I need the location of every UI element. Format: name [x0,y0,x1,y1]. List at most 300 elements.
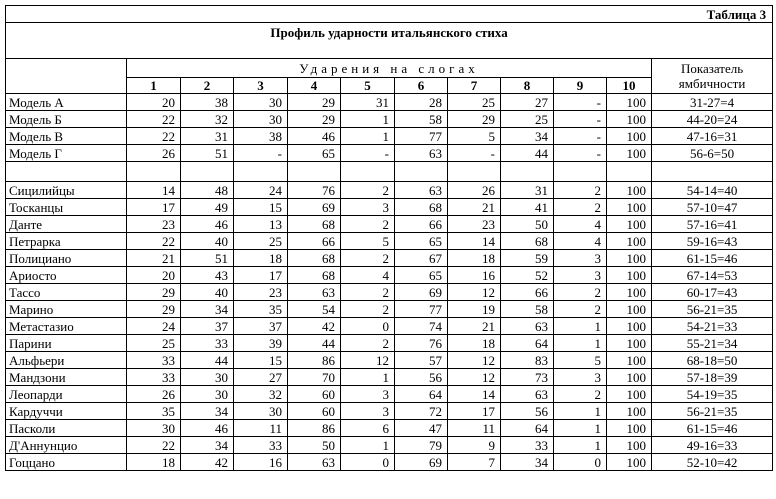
table-row [6,145,773,162]
value-cell: 40 [181,284,234,301]
value-cell: 1 [341,437,395,454]
value-cell: 3 [554,267,607,284]
value-cell: 76 [288,182,341,199]
value-cell: 63 [395,145,448,162]
value-cell: 52 [501,267,554,284]
value-cell: 79 [395,437,448,454]
index-cell: 61-15=46 [652,420,773,437]
value-cell: 100 [607,454,652,471]
value-cell: 2 [341,284,395,301]
value-cell: 21 [448,318,501,335]
row-label: Альфьери [6,352,127,369]
value-cell: 77 [395,128,448,145]
value-cell: - [554,111,607,128]
value-cell: 2 [341,216,395,233]
value-cell: 100 [607,369,652,386]
value-cell: 30 [234,403,288,420]
value-cell: - [341,145,395,162]
value-cell: 2 [341,301,395,318]
value-cell: 29 [288,94,341,111]
value-cell: 12 [448,369,501,386]
row-label: Модель Г [6,145,127,162]
value-cell: 56 [395,369,448,386]
value-cell: 51 [181,145,234,162]
value-cell: - [554,128,607,145]
value-cell: 68 [288,216,341,233]
value-cell: 23 [127,216,181,233]
value-cell: 29 [127,301,181,318]
empty-cell [127,162,181,182]
value-cell: 86 [288,352,341,369]
value-cell: 25 [234,233,288,250]
value-cell: 46 [288,128,341,145]
index-cell: 59-16=43 [652,233,773,250]
value-cell: 100 [607,233,652,250]
value-cell: 69 [395,454,448,471]
value-cell: 33 [181,335,234,352]
value-cell: 2 [554,199,607,216]
table-row [6,233,773,250]
value-cell: 5 [448,128,501,145]
value-cell: 31 [501,182,554,199]
table-row [6,454,773,471]
value-cell: 37 [234,318,288,335]
value-cell: 56 [501,403,554,420]
value-cell: 66 [501,284,554,301]
value-cell: 100 [607,199,652,216]
value-cell: 27 [501,94,554,111]
value-cell: 0 [341,318,395,335]
value-cell: 5 [554,352,607,369]
row-label: Модель В [6,128,127,145]
column-number-3: 3 [234,78,288,94]
value-cell: 6 [341,420,395,437]
value-cell: 66 [288,233,341,250]
row-label: Модель А [6,94,127,111]
value-cell: 17 [127,199,181,216]
value-cell: 50 [501,216,554,233]
value-cell: 38 [234,128,288,145]
row-label: Модель Б [6,111,127,128]
value-cell: 68 [288,250,341,267]
table-row [6,352,773,369]
value-cell: 1 [341,369,395,386]
value-cell: 1 [341,111,395,128]
value-cell: 100 [607,437,652,454]
value-cell: 44 [501,145,554,162]
value-cell: 46 [181,420,234,437]
value-cell: 100 [607,284,652,301]
value-cell: 72 [395,403,448,420]
value-cell: 35 [127,403,181,420]
value-cell: 60 [288,403,341,420]
value-cell: 25 [501,111,554,128]
empty-cell [341,162,395,182]
value-cell: 64 [395,386,448,403]
value-cell: 77 [395,301,448,318]
value-cell: 65 [288,145,341,162]
value-cell: 3 [341,403,395,420]
value-cell: 3 [554,250,607,267]
row-label: Кардуччи [6,403,127,420]
index-cell: 55-21=34 [652,335,773,352]
value-cell: 100 [607,128,652,145]
index-cell: 56-21=35 [652,301,773,318]
table-row [6,216,773,233]
empty-cell [6,162,127,182]
empty-cell [234,162,288,182]
value-cell: 30 [181,369,234,386]
value-cell: 100 [607,94,652,111]
index-cell: 52-10=42 [652,454,773,471]
value-cell: 27 [234,369,288,386]
value-cell: 68 [288,267,341,284]
value-cell: 100 [607,111,652,128]
value-cell: 54 [288,301,341,318]
value-cell: - [448,145,501,162]
value-cell: 26 [127,386,181,403]
value-cell: 12 [341,352,395,369]
value-cell: 86 [288,420,341,437]
index-cell: 44-20=24 [652,111,773,128]
value-cell: 100 [607,335,652,352]
value-cell: 34 [501,454,554,471]
table-row [6,437,773,454]
value-cell: 34 [181,437,234,454]
value-cell: 30 [234,111,288,128]
value-cell: 100 [607,216,652,233]
table-row [6,284,773,301]
table-row [6,335,773,352]
table-row [6,199,773,216]
row-label: Петрарка [6,233,127,250]
row-label: Леопарди [6,386,127,403]
value-cell: 3 [341,386,395,403]
value-cell: 21 [448,199,501,216]
value-cell: 32 [234,386,288,403]
value-cell: 40 [181,233,234,250]
value-cell: 17 [448,403,501,420]
value-cell: 12 [448,284,501,301]
value-cell: 63 [501,386,554,403]
value-cell: 17 [234,267,288,284]
value-cell: 100 [607,420,652,437]
value-cell: 1 [554,437,607,454]
value-cell: 26 [448,182,501,199]
row-label: Пасколи [6,420,127,437]
value-cell: 7 [448,454,501,471]
value-cell: 4 [341,267,395,284]
separator-row [6,162,773,182]
value-cell: 100 [607,182,652,199]
value-cell: 100 [607,145,652,162]
value-cell: 24 [234,182,288,199]
value-cell: 22 [127,128,181,145]
value-cell: 32 [181,111,234,128]
value-cell: 68 [501,233,554,250]
value-cell: 69 [395,284,448,301]
value-cell: 34 [181,403,234,420]
column-number-6: 6 [395,78,448,94]
value-cell: 63 [288,454,341,471]
value-cell: 48 [181,182,234,199]
value-cell: 22 [127,437,181,454]
index-header-line2: ямбичности [678,76,746,91]
value-cell: 30 [181,386,234,403]
value-cell: 2 [341,335,395,352]
value-cell: 30 [127,420,181,437]
value-cell: 3 [341,199,395,216]
value-cell: - [554,94,607,111]
value-cell: 28 [395,94,448,111]
index-cell: 60-17=43 [652,284,773,301]
value-cell: 34 [181,301,234,318]
value-cell: 2 [554,386,607,403]
index-header-line1: Показатель [680,61,744,76]
value-cell: 44 [288,335,341,352]
value-cell: 25 [127,335,181,352]
index-cell: 56-6=50 [652,145,773,162]
value-cell: 83 [501,352,554,369]
value-cell: 18 [448,335,501,352]
index-cell: 54-19=35 [652,386,773,403]
value-cell: 29 [448,111,501,128]
value-cell: 58 [501,301,554,318]
index-cell: 31-27=4 [652,94,773,111]
table-row [6,267,773,284]
header-corner [6,59,127,94]
value-cell: 14 [127,182,181,199]
value-cell: 0 [341,454,395,471]
row-label: Д'Аннунцио [6,437,127,454]
value-cell: 33 [127,369,181,386]
table-row [6,318,773,335]
value-cell: 68 [395,199,448,216]
value-cell: - [234,145,288,162]
value-cell: 100 [607,318,652,335]
value-cell: 49 [181,199,234,216]
value-cell: 16 [448,267,501,284]
value-cell: 0 [554,454,607,471]
value-cell: 33 [127,352,181,369]
value-cell: 63 [395,182,448,199]
value-cell: 42 [288,318,341,335]
column-number-5: 5 [341,78,395,94]
index-cell: 47-16=31 [652,128,773,145]
row-label: Метастазио [6,318,127,335]
value-cell: 74 [395,318,448,335]
index-cell: 68-18=50 [652,352,773,369]
table-row [6,111,773,128]
value-cell: 3 [554,369,607,386]
value-cell: 2 [341,250,395,267]
table-row [6,403,773,420]
value-cell: 42 [181,454,234,471]
row-label: Сицилийцы [6,182,127,199]
row-label: Данте [6,216,127,233]
index-cell: 57-10=47 [652,199,773,216]
value-cell: 34 [501,128,554,145]
row-label: Мандзони [6,369,127,386]
value-cell: 37 [181,318,234,335]
ictus-profile-table [5,5,773,471]
value-cell: 100 [607,352,652,369]
value-cell: 100 [607,403,652,420]
value-cell: 100 [607,250,652,267]
empty-cell [288,162,341,182]
value-cell: 1 [554,318,607,335]
column-number-1: 1 [127,78,181,94]
value-cell: 4 [554,233,607,250]
column-number-10: 10 [607,78,652,94]
empty-cell [395,162,448,182]
value-cell: 16 [234,454,288,471]
row-label: Тассо [6,284,127,301]
value-cell: 18 [234,250,288,267]
empty-cell [607,162,652,182]
value-cell: 29 [127,284,181,301]
value-cell: 43 [181,267,234,284]
value-cell: 4 [554,216,607,233]
column-number-7: 7 [448,78,501,94]
value-cell: 31 [181,128,234,145]
value-cell: 15 [234,352,288,369]
table-row [6,128,773,145]
index-header [652,59,773,94]
value-cell: 100 [607,386,652,403]
value-cell: 11 [448,420,501,437]
value-cell: 22 [127,233,181,250]
value-cell: 1 [554,335,607,352]
row-label: Полициано [6,250,127,267]
table-row [6,369,773,386]
value-cell: 30 [234,94,288,111]
index-cell: 67-14=53 [652,267,773,284]
row-label: Парини [6,335,127,352]
value-cell: 76 [395,335,448,352]
value-cell: 64 [501,420,554,437]
syllables-header: Ударения на слогах [127,59,652,78]
table-row [6,301,773,318]
empty-cell [501,162,554,182]
value-cell: 1 [554,420,607,437]
row-label: Ариосто [6,267,127,284]
value-cell: 100 [607,301,652,318]
value-cell: 2 [554,301,607,318]
index-cell: 49-16=33 [652,437,773,454]
value-cell: - [554,145,607,162]
value-cell: 2 [554,182,607,199]
value-cell: 23 [448,216,501,233]
value-cell: 23 [234,284,288,301]
value-cell: 18 [127,454,181,471]
value-cell: 41 [501,199,554,216]
table-caption: Таблица 3 [6,6,773,23]
value-cell: 25 [448,94,501,111]
value-cell: 44 [181,352,234,369]
value-cell: 59 [501,250,554,267]
value-cell: 1 [341,128,395,145]
value-cell: 60 [288,386,341,403]
value-cell: 46 [181,216,234,233]
value-cell: 5 [341,233,395,250]
value-cell: 12 [448,352,501,369]
value-cell: 100 [607,267,652,284]
row-label: Марино [6,301,127,318]
value-cell: 13 [234,216,288,233]
value-cell: 63 [501,318,554,335]
row-label: Гоццано [6,454,127,471]
empty-cell [448,162,501,182]
value-cell: 64 [501,335,554,352]
value-cell: 18 [448,250,501,267]
index-cell: 57-18=39 [652,369,773,386]
value-cell: 67 [395,250,448,267]
column-number-8: 8 [501,78,554,94]
value-cell: 2 [554,284,607,301]
value-cell: 51 [181,250,234,267]
table-row [6,386,773,403]
value-cell: 14 [448,233,501,250]
value-cell: 39 [234,335,288,352]
value-cell: 73 [501,369,554,386]
value-cell: 11 [234,420,288,437]
value-cell: 33 [234,437,288,454]
value-cell: 24 [127,318,181,335]
index-cell: 57-16=41 [652,216,773,233]
table-row [6,182,773,199]
column-number-9: 9 [554,78,607,94]
value-cell: 2 [341,182,395,199]
table-row [6,250,773,267]
value-cell: 35 [234,301,288,318]
value-cell: 33 [501,437,554,454]
row-label: Тосканцы [6,199,127,216]
value-cell: 22 [127,111,181,128]
value-cell: 57 [395,352,448,369]
table-title: Профиль ударности итальянского стиха [6,23,773,59]
value-cell: 14 [448,386,501,403]
index-cell: 54-21=33 [652,318,773,335]
value-cell: 9 [448,437,501,454]
value-cell: 1 [554,403,607,420]
value-cell: 69 [288,199,341,216]
value-cell: 66 [395,216,448,233]
value-cell: 65 [395,233,448,250]
value-cell: 29 [288,111,341,128]
value-cell: 21 [127,250,181,267]
index-cell: 61-15=46 [652,250,773,267]
column-number-4: 4 [288,78,341,94]
table-row [6,420,773,437]
value-cell: 70 [288,369,341,386]
value-cell: 31 [341,94,395,111]
empty-cell [181,162,234,182]
value-cell: 19 [448,301,501,318]
column-number-2: 2 [181,78,234,94]
empty-cell [554,162,607,182]
value-cell: 65 [395,267,448,284]
value-cell: 58 [395,111,448,128]
value-cell: 63 [288,284,341,301]
index-cell: 56-21=35 [652,403,773,420]
value-cell: 50 [288,437,341,454]
value-cell: 20 [127,94,181,111]
value-cell: 20 [127,267,181,284]
value-cell: 47 [395,420,448,437]
value-cell: 26 [127,145,181,162]
table-row [6,94,773,111]
